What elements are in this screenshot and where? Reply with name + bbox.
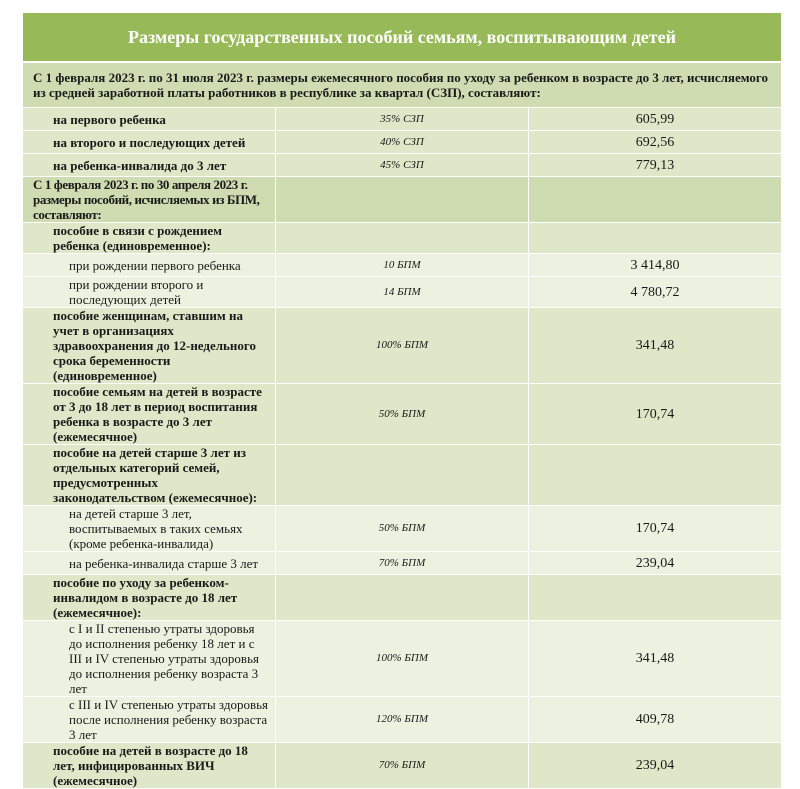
row-amount: 779,13 [529,154,782,177]
birth-benefit-label: пособие в связи с рождением ребенка (единовременное): [23,223,276,254]
table-row [23,154,782,177]
disabled-care-label: пособие по уходу за ребенком-инвалидом в возрасте до 18 лет (ежемесячное): [23,575,276,621]
table-row [23,254,782,277]
row-label: при рождении второго и последующих детей [23,277,276,308]
row-amount: 239,04 [529,552,782,575]
row-amount: 341,48 [529,621,782,697]
table-row [23,743,782,789]
section2-header-row [23,177,782,223]
row-amount: 692,56 [529,131,782,154]
section2-header: С 1 февраля 2023 г. по 30 апреля 2023 г. размеры пособий, исчисляемых из БПМ, составляют: [23,177,276,223]
row-label: на второго и последующих детей [23,131,276,154]
table-row [23,277,782,308]
section1-header-row [23,63,782,108]
subsection-row [23,575,782,621]
row-amount: 239,04 [529,743,782,789]
table-row [23,108,782,131]
row-amount: 341,48 [529,308,782,384]
table-row [23,697,782,743]
row-label: на ребенка-инвалида старше 3 лет [23,552,276,575]
row-basis: 50% БПМ [276,384,529,445]
page-title: Размеры государственных пособий семьям, воспитывающим детей [22,12,782,62]
benefits-table-frame [22,12,782,789]
row-basis: 10 БПМ [276,254,529,277]
table-row [23,621,782,697]
row-label: с I и II степенью утраты здоровья до исполнения ребенку 18 лет и с III и IV степенью утраты здоровья до исполнения ребенку возраста 3 лет [23,621,276,697]
table-row [23,131,782,154]
row-label: пособие семьям на детей в возрасте от 3 до 18 лет в период воспитания ребенка в возрасте до 3 лет (ежемесячное) [23,384,276,445]
table-row [23,552,782,575]
row-label: пособие женщинам, ставшим на учет в организациях здравоохранения до 12-недельного срока беременности (единовременное) [23,308,276,384]
row-basis: 100% БПМ [276,308,529,384]
row-amount: 170,74 [529,506,782,552]
row-basis: 35% СЗП [276,108,529,131]
row-label: при рождении первого ребенка [23,254,276,277]
row-amount: 4 780,72 [529,277,782,308]
row-basis: 14 БПМ [276,277,529,308]
row-basis: 70% БПМ [276,743,529,789]
table-row [23,384,782,445]
table-row [23,506,782,552]
row-amount: 170,74 [529,384,782,445]
row-label: с III и IV степенью утраты здоровья после исполнения ребенку возраста 3 лет [23,697,276,743]
row-label: на детей старше 3 лет, воспитываемых в таких семьях (кроме ребенка-инвалида) [23,506,276,552]
row-basis: 40% СЗП [276,131,529,154]
section1-header: С 1 февраля 2023 г. по 31 июля 2023 г. размеры ежемесячного пособия по уходу за ребенком в возрасте до 3 лет, исчисляемого из средней заработной платы работников в республике за квартал (СЗП), составляют: [23,63,782,108]
row-label: пособие на детей в возрасте до 18 лет, инфицированных ВИЧ (ежемесячное) [23,743,276,789]
row-amount: 605,99 [529,108,782,131]
table-row [23,308,782,384]
row-basis: 70% БПМ [276,552,529,575]
row-basis: 50% БПМ [276,506,529,552]
row-label: на ребенка-инвалида до 3 лет [23,154,276,177]
row-amount: 409,78 [529,697,782,743]
row-basis: 120% БПМ [276,697,529,743]
subsection-row [23,445,782,506]
row-amount: 3 414,80 [529,254,782,277]
row-basis: 45% СЗП [276,154,529,177]
row-label: на первого ребенка [23,108,276,131]
row-basis: 100% БПМ [276,621,529,697]
subsection-row [23,223,782,254]
benefits-table [22,62,782,789]
over3-benefit-label: пособие на детей старше 3 лет из отдельных категорий семей, предусмотренных законодательством (ежемесячное): [23,445,276,506]
